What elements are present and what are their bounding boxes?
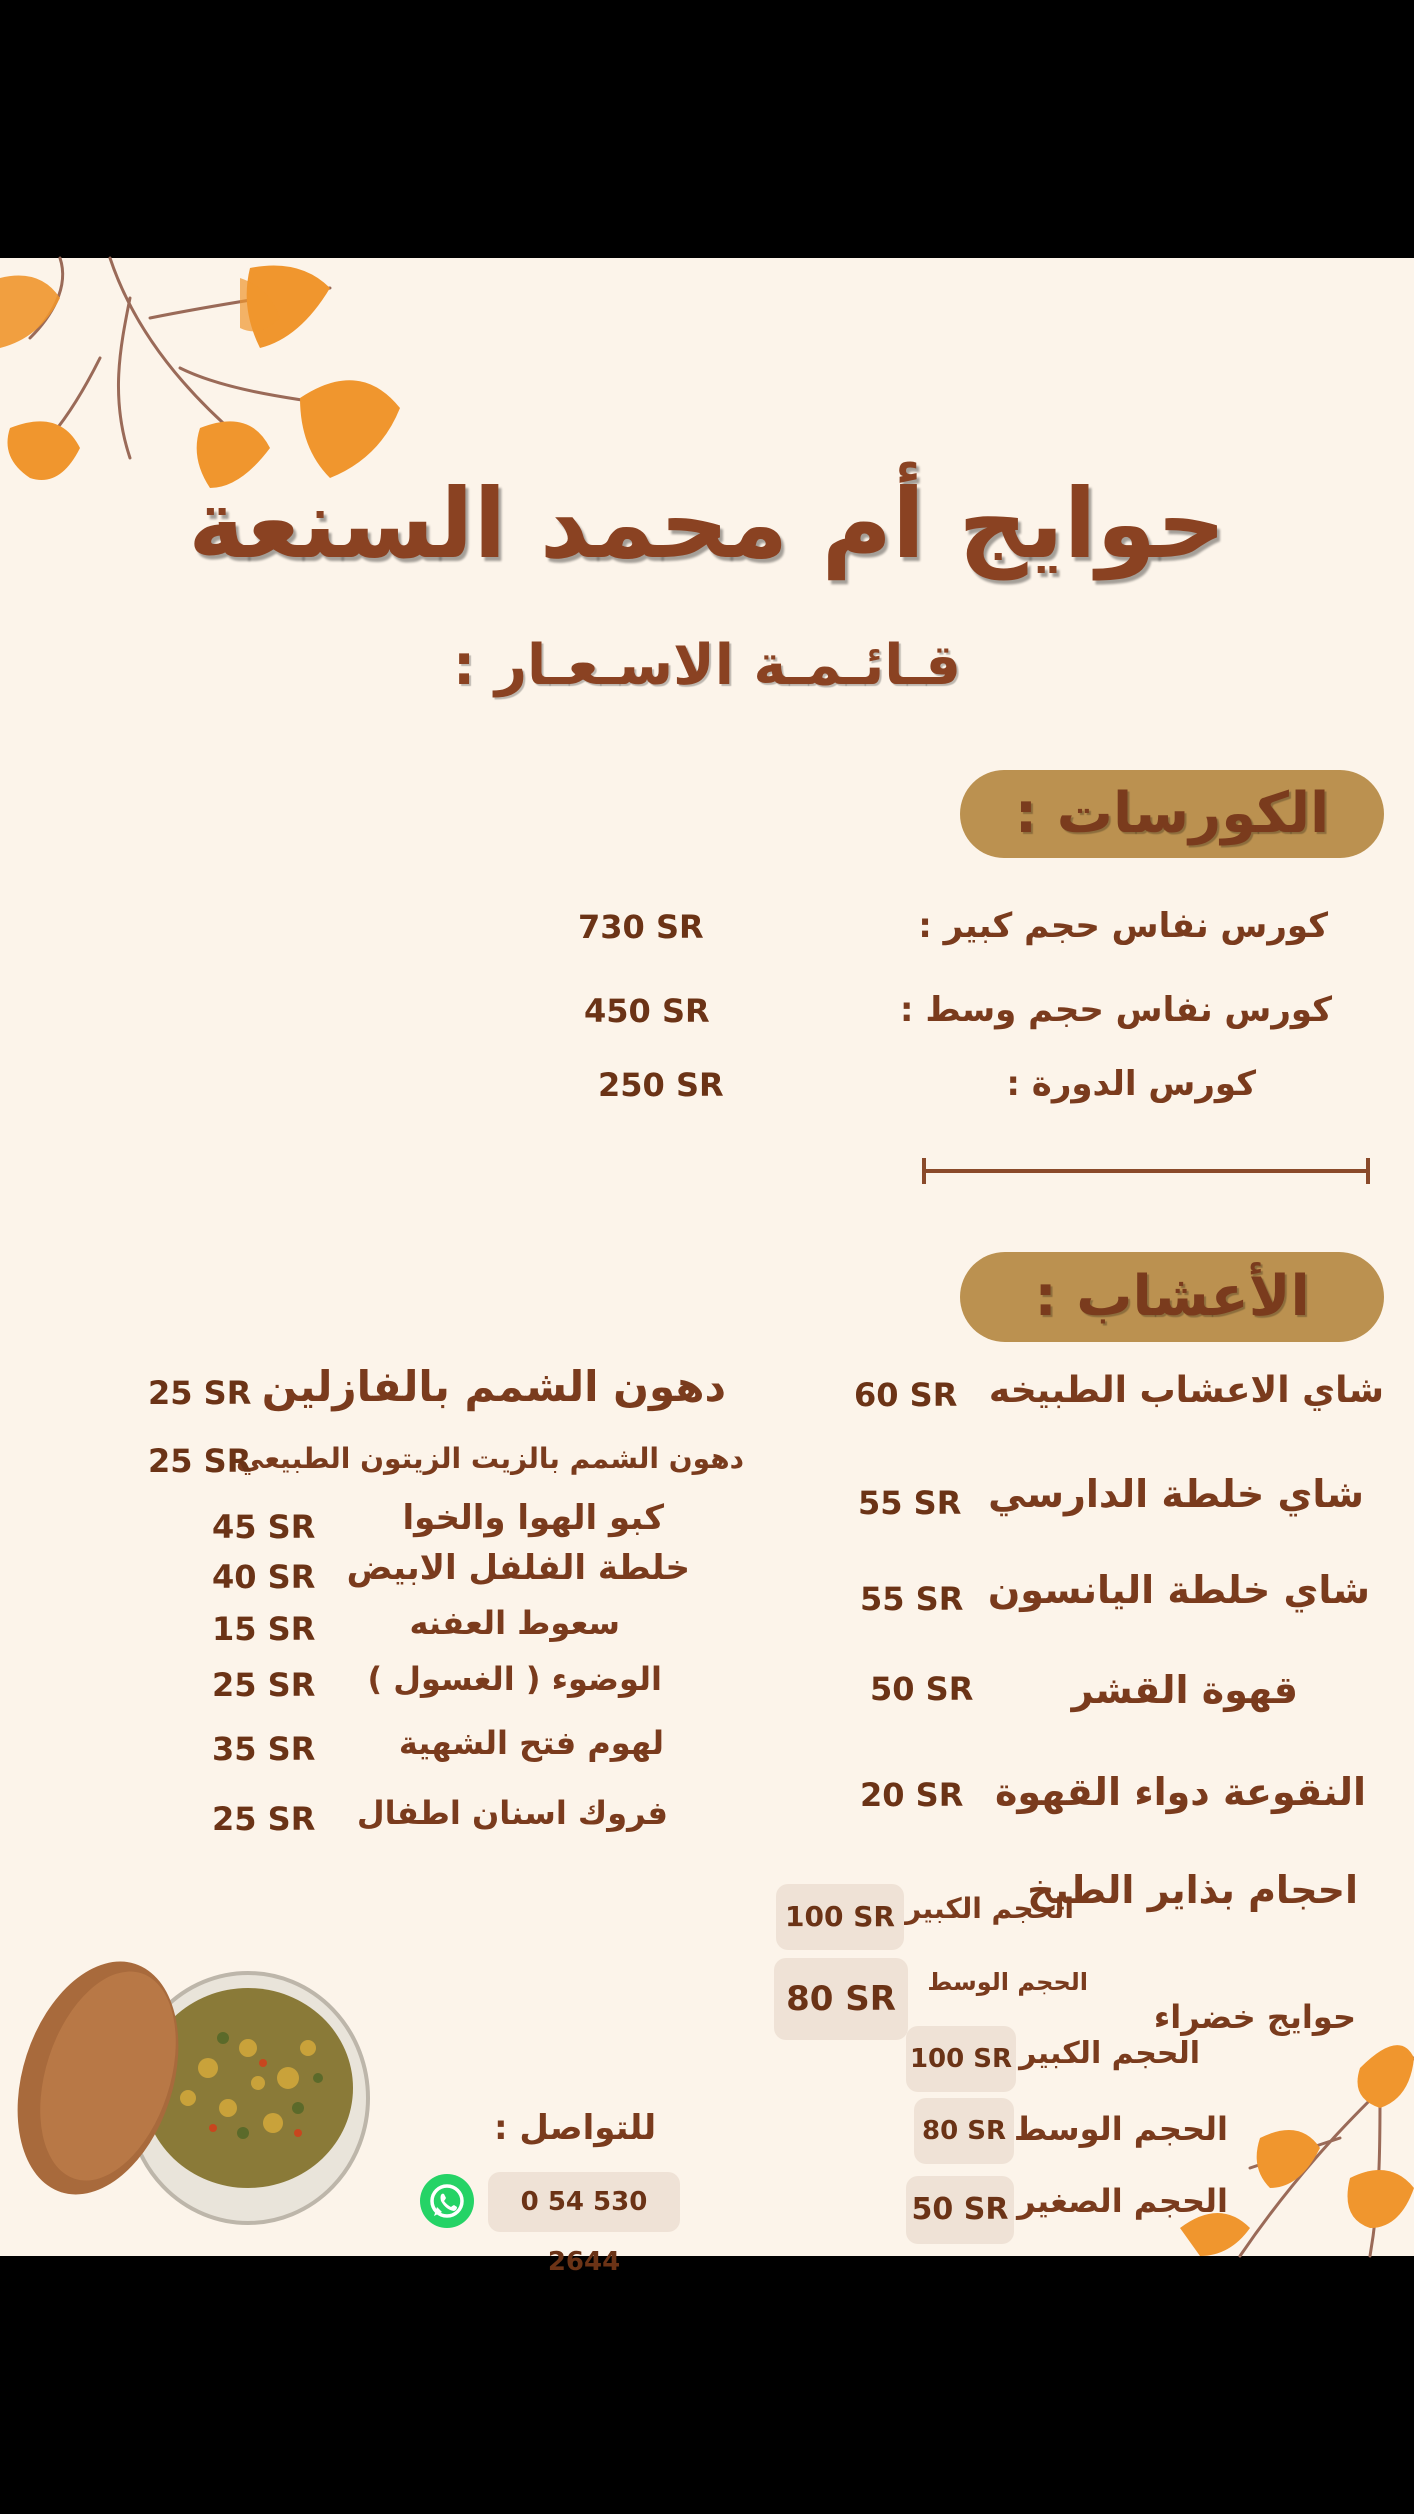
courses-heading: الكورسات : <box>960 770 1384 858</box>
herb-item-price: 55 SR <box>858 1484 962 1522</box>
course-item-name: كورس نفاس حجم كبير : <box>918 906 1328 946</box>
herbs-heading: الأعشاب : <box>960 1252 1384 1342</box>
greens-item-name: حوايج خضراء <box>1153 1998 1356 2036</box>
herb-item-price: 25 SR <box>148 1442 252 1480</box>
course-item-price: 450 SR <box>584 992 710 1030</box>
herb-item-name: الوضوء ( الغسول ) <box>367 1660 662 1698</box>
ginkgo-branch-top-left-icon <box>0 258 470 498</box>
herb-item-price: 35 SR <box>212 1730 316 1768</box>
herb-item-name: دهون الشمم بالفازلين <box>261 1362 726 1411</box>
course-item-price: 250 SR <box>598 1066 724 1104</box>
herb-item-name: النقوعة دواء القهوة <box>994 1770 1366 1814</box>
spices-item-name: احجام بذاير الطبخ <box>1027 1868 1358 1912</box>
course-item-price: 730 SR <box>578 908 704 946</box>
section-divider <box>922 1169 1370 1173</box>
herb-item-name: شاي خلطة اليانسون <box>987 1568 1370 1612</box>
whatsapp-glyph-icon <box>420 2174 474 2228</box>
course-item-name: كورس الدورة : <box>1006 1064 1256 1104</box>
price-list-subtitle: قـائـمـة الاسـعـار : <box>452 633 962 698</box>
whatsapp-icon[interactable] <box>420 2174 474 2228</box>
herb-item-price: 25 SR <box>212 1666 316 1704</box>
herb-item-price: 25 SR <box>212 1800 316 1838</box>
herb-item-name: فروك اسنان اطفال <box>356 1794 668 1832</box>
course-item-name: كورس نفاس حجم وسط : <box>899 990 1332 1030</box>
spices-large-label: الحجم الكبير <box>905 1892 1074 1925</box>
greens-medium-price: 80 SR <box>914 2098 1014 2164</box>
herb-item-name: خلطة الفلفل الابيض <box>346 1548 690 1588</box>
herb-item-name: لهوم فتح الشهية <box>398 1724 664 1762</box>
herb-item-name: قهوة القشر <box>1071 1668 1298 1712</box>
spices-medium-price: 80 SR <box>774 1958 908 2040</box>
herb-item-price: 55 SR <box>860 1580 964 1618</box>
herb-jar-image-icon <box>8 1958 378 2238</box>
price-menu-poster <box>0 258 1414 2277</box>
herb-item-name: شاي الاعشاب الطبيخه <box>988 1370 1384 1411</box>
greens-large-price: 100 SR <box>906 2026 1016 2092</box>
greens-small-price: 50 SR <box>906 2176 1014 2244</box>
herb-item-price: 50 SR <box>870 1670 974 1708</box>
greens-medium-label: الحجم الوسط <box>1013 2110 1228 2148</box>
herb-item-price: 15 SR <box>212 1610 316 1648</box>
herb-item-price: 45 SR <box>212 1508 316 1546</box>
greens-large-label: الحجم الكبير <box>1019 2036 1200 2071</box>
contact-label: للتواصل : <box>494 2108 657 2148</box>
herb-item-price: 40 SR <box>212 1558 316 1596</box>
spices-medium-label: الحجم الوسط <box>927 1968 1088 1996</box>
contact-phone[interactable]: 0 54 530 2644 <box>488 2172 680 2232</box>
herb-item-price: 25 SR <box>148 1374 252 1412</box>
spices-large-price: 100 SR <box>776 1884 904 1950</box>
herb-item-name: سعوط العفنه <box>409 1604 620 1642</box>
herb-item-name: كبو الهوا والخوا <box>402 1498 664 1538</box>
herb-item-name: شاي خلطة الدارسي <box>988 1472 1364 1516</box>
page-title: حوايج أم محمد السنعة <box>188 468 1226 580</box>
herb-item-price: 20 SR <box>860 1776 964 1814</box>
herb-item-name: دهون الشمم بالزيت الزيتون الطبيعي <box>236 1442 744 1475</box>
greens-small-label: الحجم الصغير <box>1017 2182 1228 2220</box>
herb-item-price: 60 SR <box>854 1376 958 1414</box>
